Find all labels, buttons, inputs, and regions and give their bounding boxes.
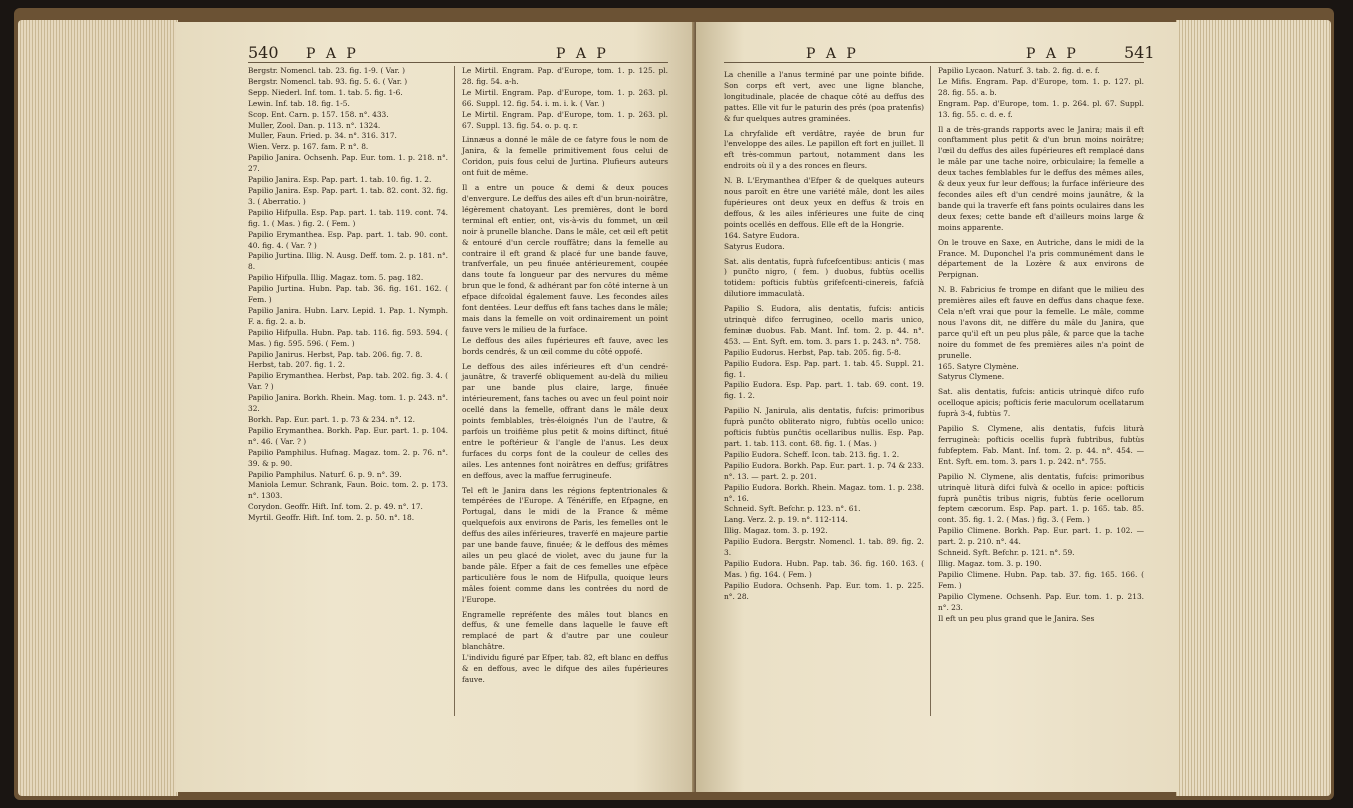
text-line: Satyrus Eudora. bbox=[724, 241, 785, 251]
text-line: Scop. Ent. Carn. p. 157. 158. n°. 433. bbox=[248, 109, 389, 119]
text-line: Papilio Janira. Ochsenh. Pap. Eur. tom. 1. p. 218. n°. 27. bbox=[248, 153, 448, 174]
text-line: Lewin. Inf. tab. 18. fig. 1-5. bbox=[248, 98, 350, 108]
text-line: Papilio Eudora. Hubn. Pap. tab. 36. fig. 160. 163. ( Mas. ) fig. 164. ( Fem. ) bbox=[724, 558, 924, 579]
text-line: Papilio Janira. Esp. Pap. part. 1. tab. 82. cont. 32. fig. 3. ( Aberratio. ) bbox=[248, 185, 448, 206]
text-line: Papilio Erymanthea. Borkh. Pap. Eur. part. 1. p. 104. n°. 46. ( Var. ? ) bbox=[248, 425, 448, 446]
text-line: Schneid. Syft. Befchr. p. 121. n°. 59. bbox=[938, 548, 1075, 558]
text-line: 165. Satyre Clymène. bbox=[938, 361, 1019, 371]
text-line: Papilio Janira. Hubn. Larv. Lepid. 1. Pap. 1. Nymph. F. a. fig. 2. a. b. bbox=[248, 305, 448, 326]
text-line: Illig. Magaz. tom. 3. p. 190. bbox=[938, 558, 1042, 568]
text-line: On le trouve en Saxe, en Autriche, dans le midi de la France. M. Duponchel l'a pris communément dans le département de la Lozère & aux environs de Perpignan. bbox=[938, 237, 1144, 280]
column-rule bbox=[454, 66, 455, 716]
text-line: Papilio Eudora. Scheff. Icon. tab. 213. fig. 1. 2. bbox=[724, 449, 900, 459]
text-line: Le Mifis. Engram. Pap. d'Europe, tom. 1. p. 127. pl. 28. fig. 55. a. b. bbox=[938, 76, 1144, 97]
text-line: Sepp. Niederl. Inf. tom. 1. tab. 5. fig. 1-6. bbox=[248, 87, 403, 97]
text-line: Sat. alis dentatis, fufcis: anticis utrinquè difco rufo ocelloque apicis; pofticis ferie maculorum ocellatarum fuprà 3-4, fubtùs 7. bbox=[938, 387, 1144, 419]
text-line: Papilio N. Janirula, alis dentatis, fufcis: primoribus fuprà punčto obliterato nigro, fubtùs ocello unico: pofticis fubtùs punčtis ocellaribus nullis. Esp. Pap. part. 1. tab. 113. cont. 68. fig. 1. ( Mas. ) bbox=[724, 406, 924, 448]
running-head-left-b: P A P bbox=[556, 46, 609, 62]
text-line: Papilio Hifpulla. Esp. Pap. part. 1. tab. 119. cont. 74. fig. 1. ( Mas. ) fig. 2. ( Fem. ) bbox=[248, 207, 448, 228]
text-line: Bergstr. Nomencl. tab. 93. fig. 5. 6. ( Var. ) bbox=[248, 76, 408, 86]
text-line: Papilio Climene. Hubn. Pap. tab. 37. fig. 165. 166. ( Fem. ) bbox=[938, 569, 1144, 590]
text-line: Papilio Eudorus. Herbst, Pap. tab. 205. fig. 5-8. bbox=[724, 347, 902, 357]
right-column-2 bbox=[938, 66, 1144, 624]
text-line: Borkh. Pap. Eur. part. 1. p. 73 & 234. n°. 12. bbox=[248, 415, 415, 424]
text-line: Papilio Eudora. Ochsenh. Pap. Eur. tom. 1. p. 225. n°. 28. bbox=[724, 580, 924, 601]
head-rule bbox=[724, 62, 1144, 63]
text-line: Papilio Janira. Esp. Pap. part. 1. tab. 10. fig. 1. 2. bbox=[248, 175, 432, 185]
text-line: Papilio Lycaon. Naturf. 3. tab. 2. fig. d. e. f. bbox=[938, 66, 1100, 75]
text-line: Papilio Eudora. Esp. Pap. part. 1. tab. 69. cont. 19. fig. 1. 2. bbox=[724, 380, 924, 401]
head-rule bbox=[248, 62, 668, 63]
running-head-right-a: P A P bbox=[806, 46, 859, 62]
folio-right: 541 bbox=[1124, 43, 1155, 62]
text-line: Papilio Eudora. Borkh. Pap. Eur. part. 1. p. 74 & 233. n°. 13. — part. 2. p. 201. bbox=[724, 460, 924, 481]
column-rule bbox=[930, 66, 931, 716]
running-head-right-b: P A P bbox=[1026, 46, 1079, 62]
text-line: Le deffous des ailes inférieures eft d'un cendré-jaunâtre, & traverfé obliquement au-delà du milieu par une bande plus claire, large, finuée intérieurement, fans taches ou avec un feul point noir ocellé dans la femelle, offrant dans le mâle deux points femblables, très-éloignés l'un de l'autre, & parfois un troifième plus petit & moins diftinct, fitué entre le poftérieur & l'angle de l'anus. Les deux furfaces du corps font de la couleur de celles des ailes. Les antennes font noirâtres en deffus; grifâtres en deffous, avec la maffue ferrugineufe. bbox=[462, 361, 668, 480]
text-line: Engram. Pap. d'Europe, tom. 1. p. 264. pl. 67. Suppl. 13. fig. 55. c. d. e. f. bbox=[938, 98, 1144, 119]
running-head-left-a: P A P bbox=[306, 46, 359, 62]
text-line: Maniola Lemur. Schrank, Faun. Boic. tom. 2. p. 173. n°. 1303. bbox=[248, 480, 448, 501]
text-line: Satyrus Clymene. bbox=[938, 372, 1005, 382]
left-column-2 bbox=[462, 66, 668, 686]
text-line: Papilio Eudora. Borkh. Rhein. Magaz. tom. 1. p. 238. n°. 16. bbox=[724, 482, 924, 503]
text-line: Papilio S. Eudora, alis dentatis, fufcis: anticis utrinquè difco ferrugineo, ocello maris unico, feminæ duobus. Fab. Mant. Inf. tom. 2. p. 44. n°. 453. — Ent. Syft. em. tom. 3. pars 1. p. 243. n°. 758. bbox=[724, 304, 924, 346]
text-line: La chenille a l'anus terminé par une pointe bifide. Son corps eft vert, avec une ligne blanche, longitudinale, placée de chaque côté au deffus des pattes. Elle vit fur le paturin des prés (poa pratenfis) & fur quelques autres graminées. bbox=[724, 70, 924, 123]
text-line: Papilio Clymene. Ochsenh. Pap. Eur. tom. 1. p. 213. n°. 23. bbox=[938, 591, 1144, 612]
text-line: La chryfalide eft verdâtre, rayée de brun fur l'enveloppe des ailes. Le papillon eft fort en juillet. Il eft très-commun partout, notamment dans les endroits où il y a des ronces en fleurs. bbox=[724, 128, 924, 171]
text-line: Le deffous des ailes fupérieures eft fauve, avec les bords cendrés, & un œil comme du côté oppofé. bbox=[462, 335, 668, 356]
text-line: Il a entre un pouce & demi & deux pouces d'envergure. Le deffus des ailes eft d'un brun-noirâtre, légèrement chatoyant. Les premières, dont le bord terminal eft entier, ont, vis-à-vis du fommet, un œil noir à prunelle blanche. Dans le mâle, cet œil eft petit & entouré d'un cercle rouffâtre; dans la femelle au contraire il eft grand & placé fur une bande fauve, tranfverfale, un peu finuée antérieurement, coupée dans toute fa longueur par des nervures du même brun que le fond, & adhérant par fon côté interne à un efpace difcoïdal également fauve. Les fecondes ailes font dentées. Leur deffus eft fans taches dans le mâle; mais dans la femelle on voit ordinairement un point fauve vers le milieu de la furface. bbox=[462, 183, 668, 334]
text-line: Papilio Hifpulla. Hubn. Pap. tab. 116. fig. 593. 594. ( Mas. ) fig. 595. 596. ( Fem. ) bbox=[248, 327, 448, 348]
left-column-1 bbox=[248, 66, 448, 524]
text-line: N. B. Fabricius fe trompe en difant que le milieu des premières ailes eft fauve en deffus dans chaque fexe. Cela n'eft vrai que pour la femelle. Le mâle, comme nous l'avons dit, ne diffère du mâle du Janira, que parce qu'il eft un peu plus pâle, & parce que la tache noire du fommet de fes premières ailes n'a point de prunelle. bbox=[938, 285, 1144, 360]
text-line: Sat. alis dentatis, fuprà fufcefcentibus: anticis ( mas ) punčto nigro, ( fem. ) duobus, fubtùs ocellis totidem: pofticis fubtùs grifefcenti-cinereis, fafcià dilutiore immaculatà. bbox=[724, 256, 924, 299]
folio-left: 540 bbox=[248, 43, 279, 62]
text-line: Papilio Climene. Borkh. Pap. Eur. part. 1. p. 102. — part. 2. p. 210. n°. 44. bbox=[938, 526, 1144, 547]
text-line: Papilio Jurtina. Hubn. Pap. tab. 36. fig. 161. 162. ( Fem. ) bbox=[248, 284, 448, 305]
text-line: Illig. Magaz. tom. 3. p. 192. bbox=[724, 526, 828, 536]
text-line: Bergstr. Nomencl. tab. 23. fig. 1-9. ( Var. ) bbox=[248, 66, 405, 75]
text-line: Le Mirtil. Engram. Pap. d'Europe, tom. 1. p. 263. pl. 67. Suppl. 13. fig. 54. o. p. q. r. bbox=[462, 109, 668, 130]
right-column-1 bbox=[724, 66, 924, 603]
text-line: Muller, Faun. Fried. p. 34. n°. 316. 317. bbox=[248, 131, 397, 141]
text-line: Papilio Hifpulla. Illig. Magaz. tom. 5. pag. 182. bbox=[248, 273, 424, 283]
page-edges-right bbox=[1176, 20, 1331, 796]
text-line: Le Mirtil. Engram. Pap. d'Europe, tom. 1. p. 125. pl. 28. fig. 54. a-h. bbox=[462, 66, 668, 86]
text-line: Papilio S. Clymene, alis dentatis, fufcis liturà ferrugineà: pofticis ocellis fuprà fubtribus, fubtùs fubfeptem. Fab. Mant. Inf. tom. 2. p. 44. n°. 454. — Ent. Syft. em. tom. 3. pars 1. p. 242. n°. 755. bbox=[938, 424, 1144, 466]
text-line: Myrtil. Geoffr. Hift. Inf. tom. 2. p. 50. n°. 18. bbox=[248, 513, 415, 523]
right-page bbox=[696, 22, 1178, 792]
text-line: Papilio Pamphilus. Hufnag. Magaz. tom. 2. p. 76. n°. 39. & p. 90. bbox=[248, 447, 448, 468]
text-line: Muller, Zool. Dan. p. 113. n°. 1324. bbox=[248, 120, 381, 130]
left-page bbox=[176, 22, 696, 792]
text-line: Papilio Janirus. Herbst, Pap. tab. 206. fig. 7. 8. bbox=[248, 349, 423, 359]
text-line: Papilio Erymanthea. Esp. Pap. part. 1. tab. 90. cont. 40. fig. 4. ( Var. ? ) bbox=[248, 229, 448, 250]
text-line: N. B. L'Erymanthea d'Efper & de quelques auteurs nous paroît en être une variété mâle, dont les ailes fupérieures ont deux yeux en deffus & trois en deffous, & les ailes inférieures une fuite de cinq points ocellés en deffous. Elle eft de la Hongrie. bbox=[724, 176, 924, 229]
text-line: Papilio Erymanthea. Herbst, Pap. tab. 202. fig. 3. 4. ( Var. ? ) bbox=[248, 371, 448, 392]
text-line: Wien. Verz. p. 167. fam. P. n°. 8. bbox=[248, 142, 369, 152]
text-line: Engramelle repréfente des mâles tout blancs en deffus, & une femelle dans laquelle le fauve eft remplacé de part & d'autre par une couleur blanchâtre. bbox=[462, 609, 668, 652]
page-edges-left bbox=[18, 20, 178, 796]
text-line: 164. Satyre Eudora. bbox=[724, 230, 800, 240]
text-line: Lang. Verz. 2. p. 19. n°. 112-114. bbox=[724, 515, 848, 525]
text-line: Il a de très-grands rapports avec le Janira; mais il eft conftamment plus petit & d'un brun moins noirâtre; l'œil du deffus des ailes fupérieures eft remplacé dans le mâle par une tache noire, orbiculaire; la femelle a deux taches femblables fur le deffus des mêmes ailes, & deux yeux fur leur deffous; la furface inférieure des fecondes ailes eft d'un cendré moins jaunâtre, & la bande qui la traverfe eft fans points oculaires dans les deux fexes; cette bande eft d'ailleurs moins large & moins apparente. bbox=[938, 124, 1144, 232]
text-line: Papilio Janira. Borkh. Rhein. Mag. tom. 1. p. 243. n°. 32. bbox=[248, 393, 448, 414]
text-line: Papilio Eudora. Bergstr. Nomencl. 1. tab. 89. fig. 2. 3. bbox=[724, 537, 924, 558]
text-line: Herbst, tab. 207. fig. 1. 2. bbox=[248, 360, 345, 370]
text-line: Schneid. Syft. Befchr. p. 123. n°. 61. bbox=[724, 504, 861, 514]
text-line: Corydon. Geoffr. Hift. Inf. tom. 2. p. 49. n°. 17. bbox=[248, 502, 423, 512]
text-line: Tel eft le Janira dans les régions feptentrionales & tempérées de l'Europe. A Ténériffe, en Efpagne, en Portugal, dans le midi de la France & même quelquefois aux environs de Paris, les femelles ont le deffus des ailes inférieures, traverfé en majeure partie par une bande fauve, finuée; & le deffous des mêmes ailes un peu glacé de violet, avec du jaune fur la bande pâle. Efper a fait de ces femelles une efpèce particulière fous le nom de Hifpulla, quoique leurs mâles foient comme dans les contrées du nord de l'Europe. bbox=[462, 485, 668, 604]
text-line: Le Mirtil. Engram. Pap. d'Europe, tom. 1. p. 263. pl. 66. Suppl. 12. fig. 54. i. m. i. k. ( Var. ) bbox=[462, 87, 668, 108]
text-line: Papilio Jurtina. Illig. N. Ausg. Deff. tom. 2. p. 181. n°. 8. bbox=[248, 251, 448, 272]
text-line: Papilio Pamphilus. Naturf. 6. p. 9. n°. 39. bbox=[248, 469, 402, 479]
text-line: Papilio N. Clymene, alis dentatis, fufcis: primoribus utrinquè liturà difci fulvà & ocello in apice: pofticis fuprà punčtis tribus nigris, fubtùs ferie ocellorum feptem cæcorum. Esp. Pap. part. 1. p. 165. tab. 85. cont. 35. fig. 1. 2. ( Mas. ) fig. 3. ( Fem. ) bbox=[938, 471, 1144, 525]
text-line: Linnæus a donné le mâle de ce fatyre fous le nom de Janira, & la femelle primitivement fous celui de Coridon, puis fous celui de Jurtina. Plufieurs auteurs ont fuit de même. bbox=[462, 135, 668, 178]
text-line: Il eft un peu plus grand que le Janira. Ses bbox=[938, 613, 1095, 623]
text-line: L'individu figuré par Efper, tab. 82, eft blanc en deffus & en deffous, avec le difque des ailes fupérieures fauve. bbox=[462, 653, 668, 684]
text-line: Papilio Eudora. Esp. Pap. part. 1. tab. 45. Suppl. 21. fig. 1. bbox=[724, 358, 924, 379]
